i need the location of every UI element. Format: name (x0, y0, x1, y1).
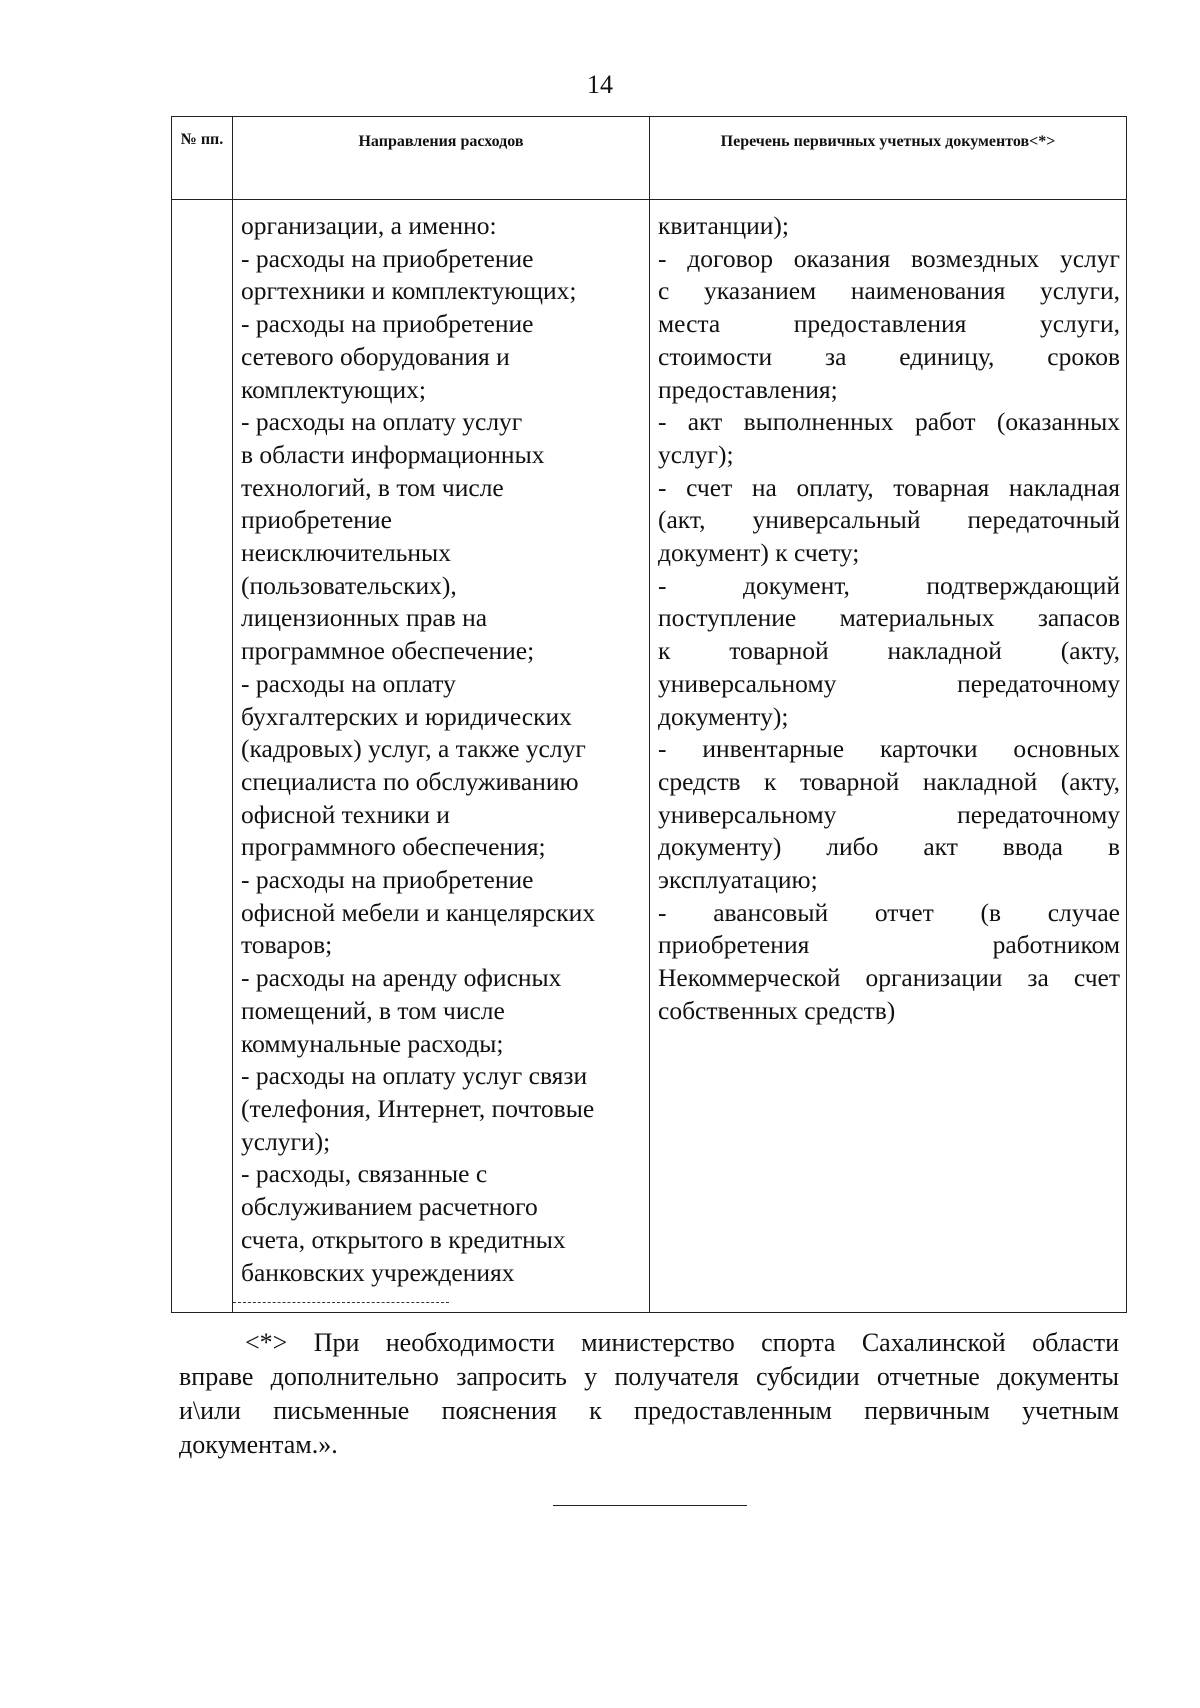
cell-line: места предоставления услуги, (658, 309, 1120, 339)
cell-line: банковских учреждениях (241, 1257, 515, 1287)
cell-line: обслуживанием расчетного (241, 1192, 538, 1222)
cell-line: документ) к счету; (658, 538, 860, 568)
footnote-separator (233, 1302, 449, 1303)
footnote-line: и\или письменные пояснения к предоставленным первичным учетным (179, 1396, 1119, 1425)
cell-line: собственных средств) (658, 995, 896, 1025)
table-row (172, 200, 1127, 1313)
cell-line: - инвентарные карточки основных (658, 734, 1120, 764)
cell-line: с указанием наименования услуги, (658, 276, 1120, 306)
table-header-row (172, 117, 1127, 200)
cell-line: программное обеспечение; (241, 636, 535, 666)
row-number-cell (172, 200, 233, 1313)
header-number: № пп. (172, 117, 233, 200)
cell-line: приобретения работником (658, 930, 1120, 960)
cell-line: офисной мебели и канцелярских (241, 897, 596, 927)
cell-line: организации, а именно: (241, 211, 497, 240)
expense-documents-table (171, 116, 1127, 1313)
header-expense-direction: Направления расходов (233, 117, 650, 200)
cell-line: средств к товарной накладной (акту, (658, 766, 1120, 796)
cell-line: предоставления; (658, 374, 838, 404)
cell-line: в области информационных (241, 439, 545, 469)
cell-line: - договор оказания возмездных услуг (658, 243, 1120, 273)
cell-line: счета, открытого в кредитных (241, 1224, 566, 1254)
footnote-line: документам.». (179, 1430, 338, 1459)
cell-line: лицензионных прав на (241, 603, 488, 633)
cell-line: - расходы на приобретение (241, 309, 534, 339)
cell-line: (телефония, Интернет, почтовые (241, 1093, 595, 1123)
cell-line: - расходы на приобретение (241, 243, 534, 273)
cell-line: - счет на оплату, товарная накладная (658, 472, 1120, 502)
header-primary-documents: Перечень первичных учетных документов<*> (650, 117, 1127, 200)
cell-line: (кадровых) услуг, а также услуг (241, 734, 586, 764)
cell-line: эксплуатацию; (658, 865, 818, 895)
cell-line: универсальному передаточному (658, 668, 1120, 698)
footnote (179, 1326, 1119, 1462)
cell-line: - акт выполненных работ (оказанных (658, 407, 1120, 437)
footnote-line: вправе дополнительно запросить у получателя субсидии отчетные документы (179, 1362, 1119, 1391)
cell-line: - расходы на оплату (241, 668, 456, 698)
cell-line: программного обеспечения; (241, 832, 546, 862)
end-rule (553, 1505, 747, 1506)
page-number: 14 (587, 70, 613, 99)
cell-line: приобретение (241, 505, 392, 535)
cell-line: квитанции); (658, 211, 790, 240)
cell-line: бухгалтерских и юридических (241, 701, 572, 731)
cell-line: товаров; (241, 930, 333, 960)
cell-line: офисной техники и (241, 799, 450, 829)
cell-line: неисключительных (241, 538, 451, 568)
footnote-line: <*> При необходимости министерство спорта Сахалинской области (245, 1328, 1119, 1357)
primary-documents-cell (650, 200, 1127, 1313)
cell-line: специалиста по обслуживанию (241, 766, 579, 796)
cell-line: сетевого оборудования и (241, 341, 510, 371)
cell-line: к товарной накладной (акту, (658, 636, 1120, 666)
cell-line: Некоммерческой организации за счет (658, 963, 1120, 993)
cell-line: технологий, в том числе (241, 472, 504, 502)
cell-line: (акт, универсальный передаточный (658, 505, 1120, 535)
cell-line: стоимости за единицу, сроков (658, 341, 1120, 371)
cell-line: (пользовательских), (241, 570, 457, 600)
cell-line: универсальному передаточному (658, 799, 1120, 829)
cell-line: документу); (658, 701, 789, 731)
cell-line: - документ, подтверждающий (658, 570, 1120, 600)
cell-line: услуг); (658, 439, 734, 469)
expense-direction-cell (233, 200, 650, 1313)
cell-line: - расходы на аренду офисных (241, 963, 562, 993)
cell-line: - расходы на оплату услуг (241, 407, 523, 437)
cell-line: комплектующих; (241, 374, 426, 404)
cell-line: поступление материальных запасов (658, 603, 1120, 633)
cell-line: услуги); (241, 1126, 331, 1156)
cell-line: документу) либо акт ввода в (658, 832, 1120, 862)
cell-line: помещений, в том числе (241, 995, 505, 1025)
cell-line: - расходы, связанные с (241, 1159, 488, 1189)
cell-line: - расходы на приобретение (241, 865, 534, 895)
cell-line: коммунальные расходы; (241, 1028, 504, 1058)
cell-line: - авансовый отчет (в случае (658, 897, 1120, 927)
cell-line: оргтехники и комплектующих; (241, 276, 577, 306)
cell-line: - расходы на оплату услуг связи (241, 1061, 588, 1091)
